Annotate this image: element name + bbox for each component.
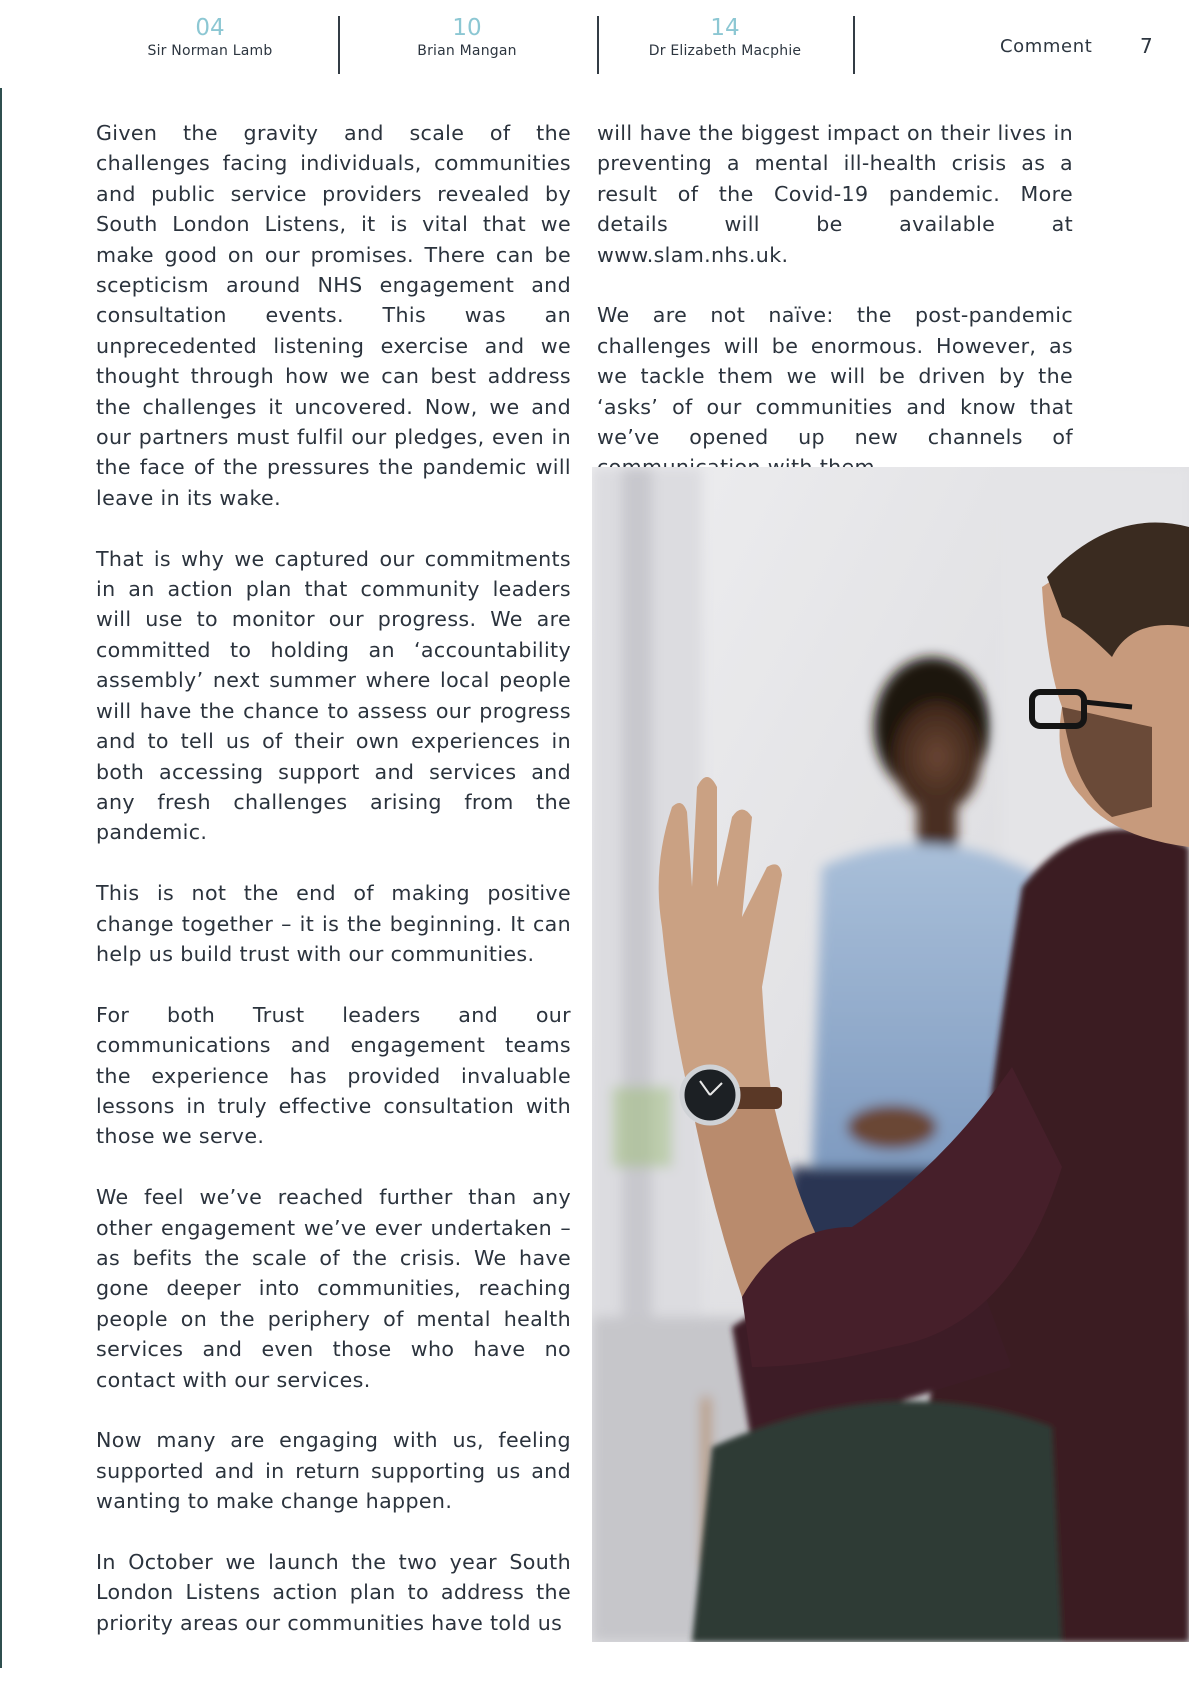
paragraph: Given the gravity and scale of the challenges facing individuals, communities and public service providers revealed by South London Listens, it is vital that we make good on our promises. There can be scepticism around NHS engagement and consultation events. This was an unprecedented listening exercise and we thought through how we can best address the challenges it uncovered. Now, we and our partners must fulfil our pledges, even in the face of the pressures the pandemic will leave in its wake. (96, 121, 571, 510)
nav-page-number: 10 (452, 15, 482, 41)
article-column-right (597, 118, 1073, 513)
left-margin-rule (0, 88, 2, 1668)
nav-divider (853, 16, 855, 74)
nav-link-brian-mangan[interactable] (367, 14, 567, 74)
page-header (0, 0, 1200, 88)
nav-page-number: 14 (710, 15, 740, 41)
nav-divider (597, 16, 599, 74)
paragraph: will have the biggest impact on their lives in preventing a mental ill-health crisis as a result of the Covid-19 pandemic. More details will be available at www.slam.nhs.uk. (597, 121, 1073, 267)
nav-link-sir-norman-lamb[interactable] (110, 14, 310, 74)
paragraph: That is why we captured our commitments in an action plan that community leaders will use to monitor our progress. We are committed to holding an ‘accountability assembly’ next summer where local people will have the chance to assess our progress and to tell us of their own experiences in both accessing support and services and any fresh challenges arising from the pandemic. (96, 546, 571, 845)
paragraph: For both Trust leaders and our communications and engagement teams the experience has provided invaluable lessons in truly effective consultation with those we serve. (96, 1002, 571, 1149)
nav-link-dr-elizabeth-macphie[interactable] (620, 14, 830, 74)
nav-divider (338, 16, 340, 74)
nav-author-name: Dr Elizabeth Macphie (648, 43, 802, 59)
paragraph: This is not the end of making positive change together – it is the beginning. It can help us build trust with our communities. (96, 881, 571, 966)
paragraph: We feel we’ve reached further than any other engagement we’ve ever undertaken – as befits the scale of the crisis. We have gone deeper into communities, reaching people on the periphery of mental health services and even those who have no contact with our services. (96, 1185, 571, 1392)
nav-author-name: Sir Norman Lamb (147, 43, 273, 59)
article-column-left (96, 118, 571, 1669)
group-discussion-photo (592, 467, 1189, 1642)
paragraph: In October we launch the two year South London Listens action plan to address the priority areas our communities have told us (96, 1550, 571, 1635)
nav-author-name: Brian Mangan (417, 43, 517, 59)
paragraph: Now many are engaging with us, feeling supported and in return supporting us and wanting to make change happen. (96, 1428, 571, 1514)
section-label: Comment (1000, 36, 1093, 57)
nav-page-number: 04 (195, 15, 225, 41)
paragraph: We are not naïve: the post-pandemic challenges will be enormous. However, as we tackle them we will be driven by the ‘asks’ of our communities and know that we’ve opened up new channels of (597, 303, 1073, 450)
page-number: 7 (1140, 34, 1153, 58)
